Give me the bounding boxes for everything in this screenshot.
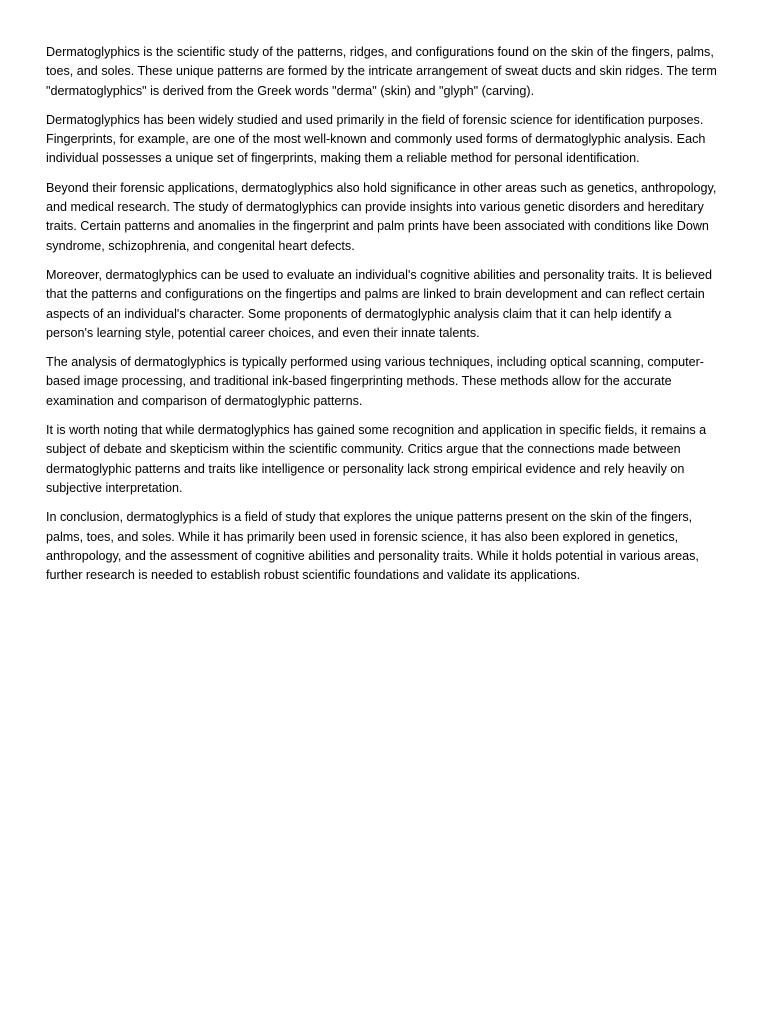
paragraph: Dermatoglyphics has been widely studied and used primarily in the field of forensic science for identification purposes. Fingerprints, for example, are one of the most well-known and commonly used forms of dermatoglyphic analysis. Each individual possesses a unique set of fingerprints, making them a reliable method for personal identification. [46, 112, 706, 166]
paragraph: The analysis of dermatoglyphics is typically performed using various techniques, including optical scanning, computer-based image processing, and traditional ink-based fingerprinting methods. These methods allow for the accurate examination and comparison of dermatoglyphic patterns. [46, 355, 705, 408]
paragraph: Moreover, dermatoglyphics can be used to evaluate an individual's cognitive abilities and personality traits. It is believed that the patterns and configurations on the fingertips and palms are linked to brain development and can reflect certain aspects of an individual's character. Some proponents of dermatoglyphic analysis claim that it can help identify a person's learning style, potential career choices, and even their innate talents. [46, 267, 713, 340]
document-body [46, 43, 722, 595]
paragraph: In conclusion, dermatoglyphics is a field of study that explores the unique patterns present on the skin of the fingers, palms, toes, and soles. While it has primarily been used in forensic science, it has also been explored in genetics, anthropology, and the assessment of cognitive abilities and personality traits. While it holds potential in various areas, further research is needed to establish robust scientific foundations and validate its applications. [46, 510, 699, 583]
paragraph: Beyond their forensic applications, dermatoglyphics also hold significance in other areas such as genetics, anthropology, and medical research. The study of dermatoglyphics can provide insights into various genetic disorders and hereditary traits. Certain patterns and anomalies in the fingerprint and palm prints have been associated with conditions like Down syndrome, schizophrenia, and congenital heart defects. [46, 180, 717, 253]
paragraph: Dermatoglyphics is the scientific study of the patterns, ridges, and configurations found on the skin of the fingers, palms, toes, and soles. These unique patterns are formed by the intricate arrangement of sweat ducts and skin ridges. The term "dermatoglyphics" is derived from the Greek words "derma" (skin) and "glyph" (carving). [46, 45, 717, 98]
paragraph: It is worth noting that while dermatoglyphics has gained some recognition and application in specific fields, it remains a subject of debate and skepticism within the scientific community. Critics argue that the connections made between dermatoglyphic patterns and traits like intelligence or personality lack strong empirical evidence and rely heavily on subjective interpretation. [46, 423, 707, 495]
